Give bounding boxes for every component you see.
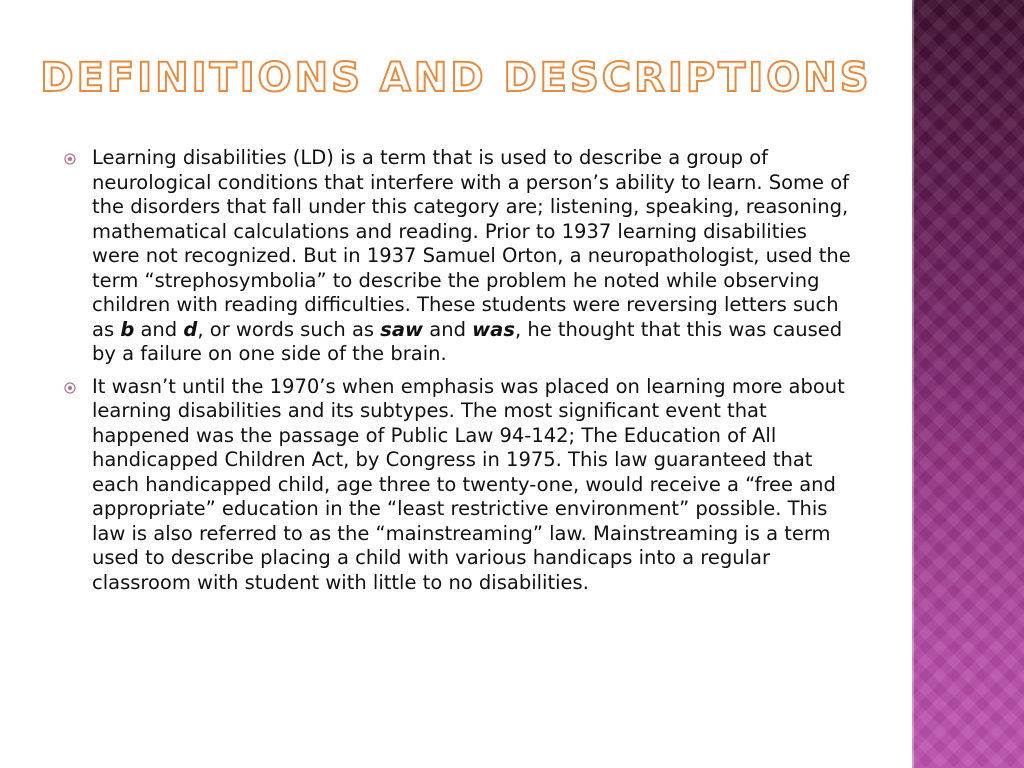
- bullet-text: [92, 146, 851, 365]
- bullet-text: [92, 375, 845, 594]
- emphasis-letter-d: d: [183, 317, 198, 341]
- bullet-item: [64, 146, 859, 367]
- bullet-text-segment: , or words such as: [197, 317, 381, 341]
- bullet-item: [64, 375, 859, 596]
- bullet-list: [64, 146, 859, 595]
- circled-dot-icon: [64, 153, 76, 165]
- decorative-side-band: [912, 0, 1024, 768]
- circled-dot-icon: [64, 382, 76, 394]
- emphasis-letter-b: b: [120, 317, 135, 341]
- slide-title: DEFINITIONS AND DESCRIPTIONS: [40, 55, 872, 101]
- bullet-text-segment: and: [423, 317, 473, 341]
- bullet-text-segment: and: [134, 317, 184, 341]
- bullet-text-segment: It wasn’t until the 1970’s when emphasis was placed on learning more about learning disabilities and its subtypes. The most significant event that happened was the passage of Public Law 94-142; The Education of All handicapped Children Act, by Congress in 1975. This law guaranteed that each handicapped child, age three to twenty-one, would receive a “free and appropriate” education in the “least restrictive environment” possible. This law is also referred to as the “mainstreaming” law. Mainstreaming is a term used to describe placing a child with various handicaps into a regular classroom with student with little to no disabilities.: [92, 374, 845, 594]
- slide-body: [64, 146, 859, 603]
- bullet-text-segment: Learning disabilities (LD) is a term that is used to describe a group of neurological conditions that interfere with a person’s ability to learn. Some of the disorders that fall under this category are; listening, speaking, reasoning, mathematical calculations and reading. Prior to 1937 learning disabilities were not recognized. But in 1937 Samuel Orton, a neuropathologist, used the term “strephosymbolia” to describe the problem he noted while observing children with reading difficulties. These students were reversing letters such as: [92, 146, 851, 341]
- emphasis-word-was: was: [472, 317, 515, 341]
- emphasis-word-saw: saw: [380, 317, 424, 341]
- bullet-text-segment: , he thought that this was caused by a failure on one side of the brain.: [92, 317, 843, 365]
